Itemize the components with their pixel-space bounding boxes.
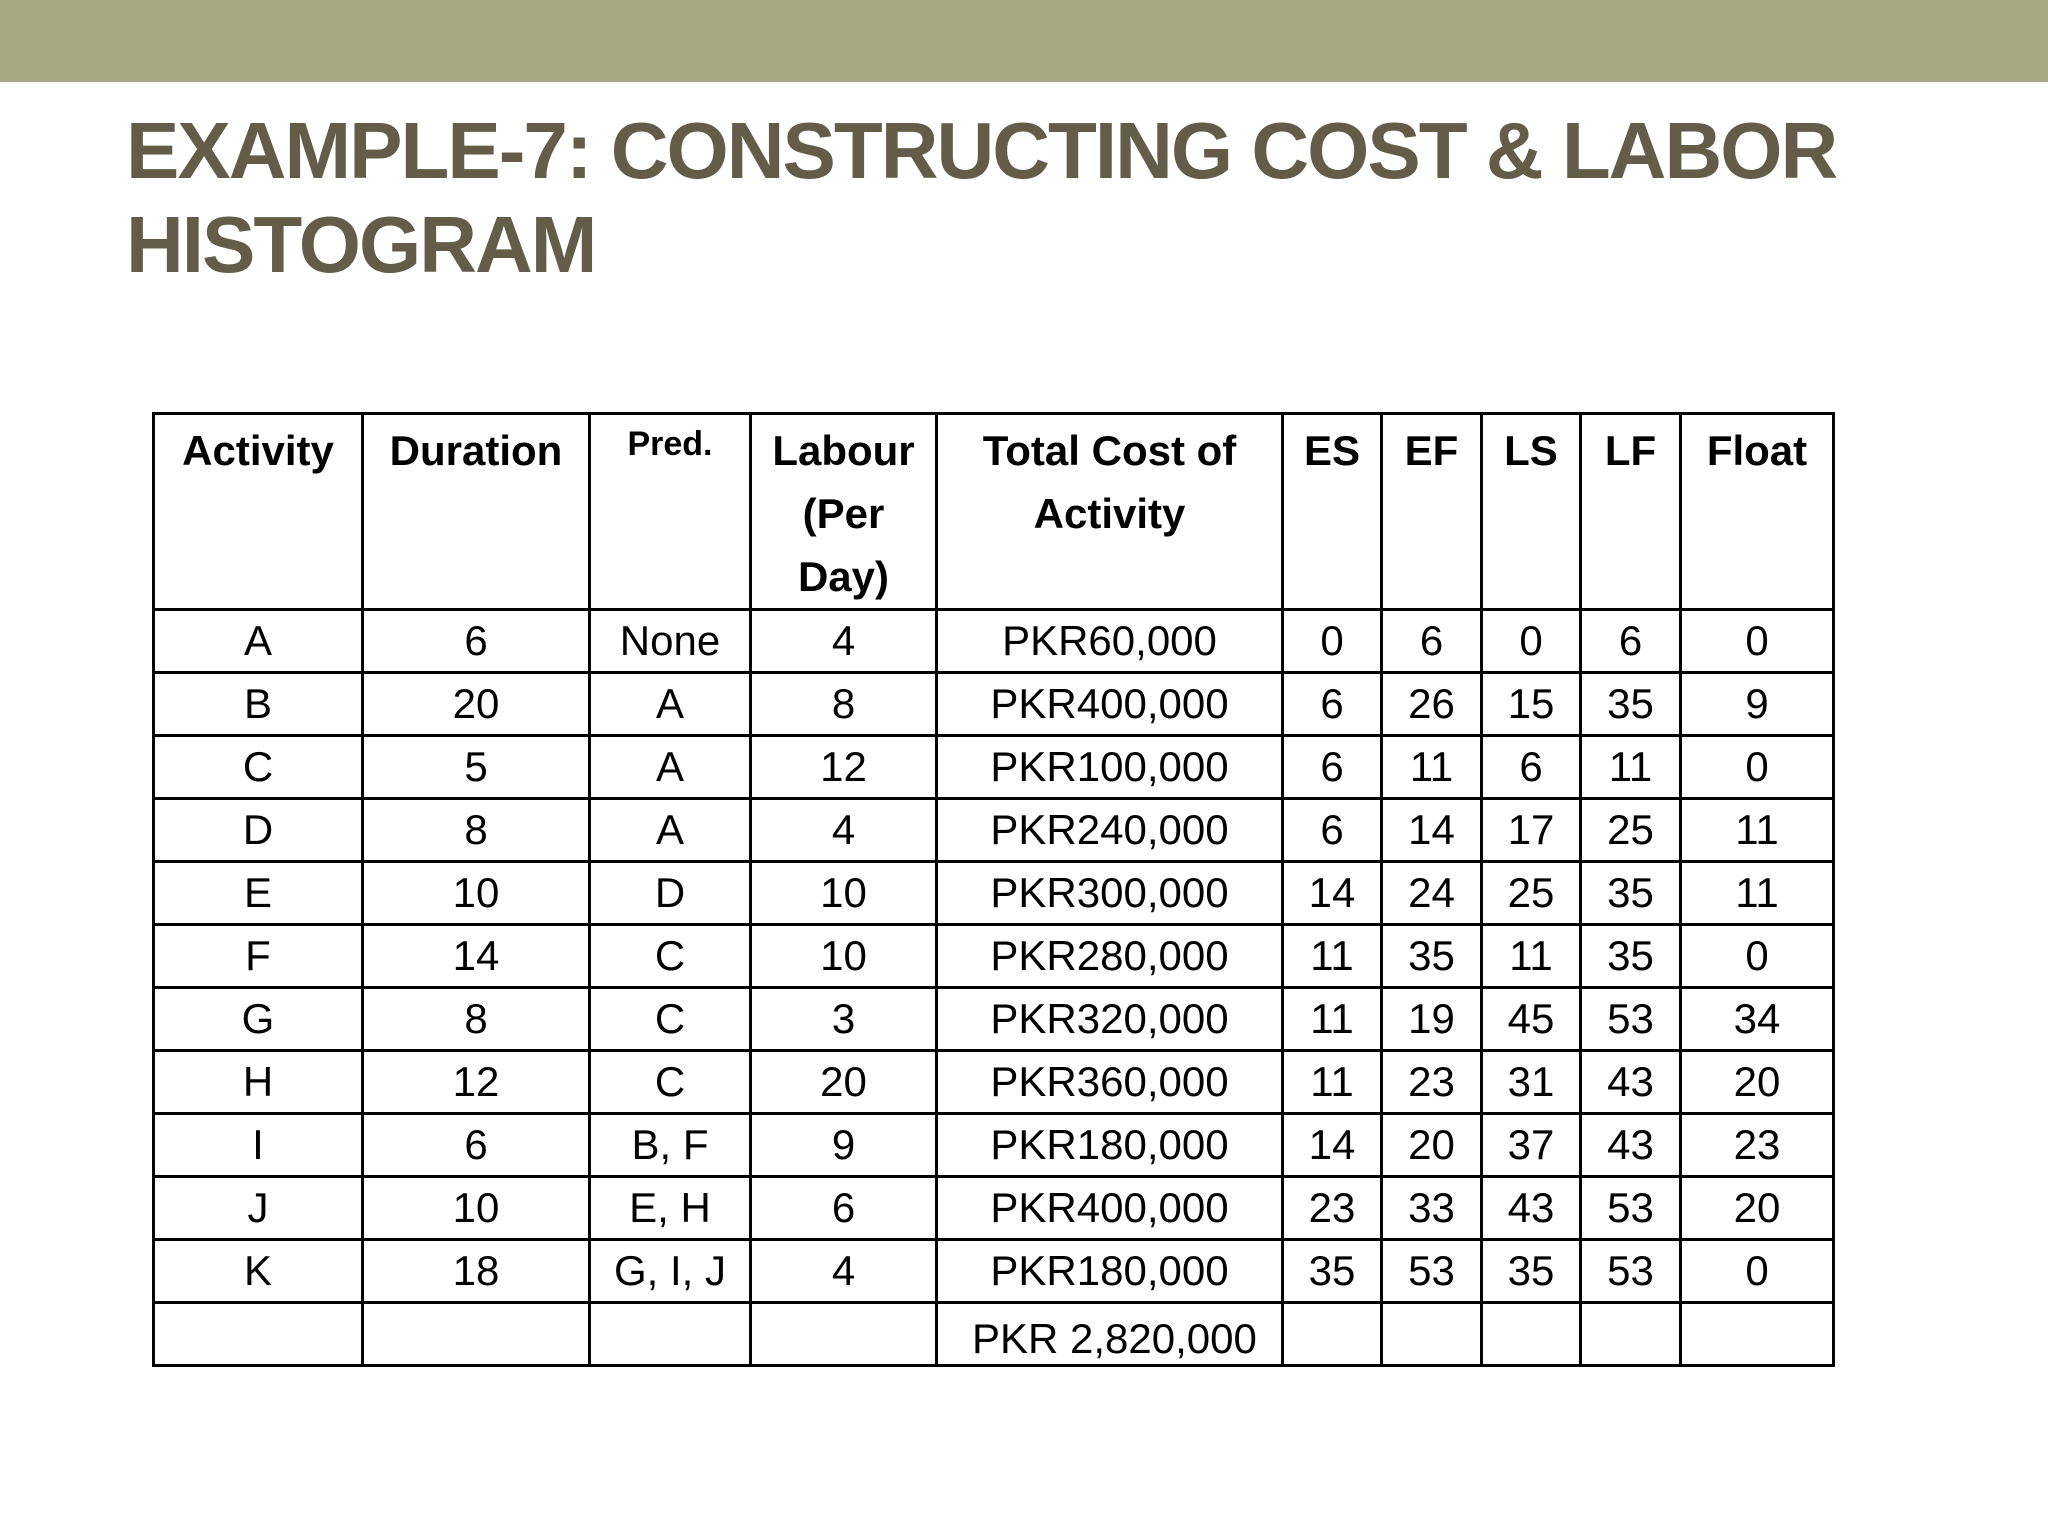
column-header-ls: LS (1482, 414, 1581, 610)
total-empty-cell (154, 1303, 363, 1366)
cell-duration: 12 (363, 1051, 590, 1114)
cell-total-cost: PKR60,000 (937, 610, 1283, 673)
top-accent-band (0, 0, 2048, 82)
cell-total-cost: PKR400,000 (937, 673, 1283, 736)
cell-duration: 10 (363, 862, 590, 925)
cell-labour: 4 (751, 610, 937, 673)
cell-es: 23 (1283, 1177, 1382, 1240)
table-row (154, 610, 1834, 673)
table-row (154, 925, 1834, 988)
column-header-total-cost: Total Cost of Activity (937, 414, 1283, 610)
cell-pred: B, F (590, 1114, 751, 1177)
cell-ls: 17 (1482, 799, 1581, 862)
cell-ls: 0 (1482, 610, 1581, 673)
cell-lf: 25 (1581, 799, 1681, 862)
column-header-activity: Activity (154, 414, 363, 610)
column-header-es: ES (1283, 414, 1382, 610)
cell-pred: E, H (590, 1177, 751, 1240)
slide-title: EXAMPLE-7: CONSTRUCTING COST & LABOR HISTOGRAM (126, 106, 1837, 289)
cell-ef: 33 (1382, 1177, 1482, 1240)
cell-pred: A (590, 673, 751, 736)
cell-ef: 23 (1382, 1051, 1482, 1114)
cell-pred: C (590, 1051, 751, 1114)
cell-activity: I (154, 1114, 363, 1177)
cell-ls: 43 (1482, 1177, 1581, 1240)
cell-es: 6 (1283, 673, 1382, 736)
column-header-pred: Pred. (590, 414, 751, 610)
table-row (154, 1177, 1834, 1240)
cell-pred: C (590, 925, 751, 988)
cell-ef: 24 (1382, 862, 1482, 925)
cell-float: 0 (1681, 736, 1834, 799)
cell-pred: D (590, 862, 751, 925)
cell-labour: 20 (751, 1051, 937, 1114)
cell-ef: 20 (1382, 1114, 1482, 1177)
cell-activity: B (154, 673, 363, 736)
cell-total-cost: PKR300,000 (937, 862, 1283, 925)
column-header-float: Float (1681, 414, 1834, 610)
cell-pred: A (590, 799, 751, 862)
cell-duration: 8 (363, 988, 590, 1051)
cell-es: 14 (1283, 1114, 1382, 1177)
total-empty-cell (751, 1303, 937, 1366)
total-empty-cell (1382, 1303, 1482, 1366)
total-empty-cell (590, 1303, 751, 1366)
cell-ef: 14 (1382, 799, 1482, 862)
column-header-lf: LF (1581, 414, 1681, 610)
cell-float: 0 (1681, 1240, 1834, 1303)
cell-float: 23 (1681, 1114, 1834, 1177)
cell-ls: 45 (1482, 988, 1581, 1051)
cell-duration: 10 (363, 1177, 590, 1240)
cell-labour: 10 (751, 862, 937, 925)
cell-labour: 9 (751, 1114, 937, 1177)
cell-activity: C (154, 736, 363, 799)
cell-total-cost: PKR280,000 (937, 925, 1283, 988)
cell-total-cost: PKR240,000 (937, 799, 1283, 862)
cell-total-cost: PKR180,000 (937, 1240, 1283, 1303)
total-cost-cell: PKR 2,820,000 (937, 1303, 1283, 1366)
cell-float: 34 (1681, 988, 1834, 1051)
cell-float: 0 (1681, 610, 1834, 673)
cell-pred: C (590, 988, 751, 1051)
table-row (154, 1240, 1834, 1303)
cell-ls: 37 (1482, 1114, 1581, 1177)
cell-lf: 53 (1581, 1177, 1681, 1240)
cell-lf: 53 (1581, 1240, 1681, 1303)
table-row (154, 673, 1834, 736)
table-row (154, 1051, 1834, 1114)
cell-total-cost: PKR180,000 (937, 1114, 1283, 1177)
table-row (154, 988, 1834, 1051)
cell-duration: 14 (363, 925, 590, 988)
table-header-row (154, 414, 1834, 610)
cell-ef: 6 (1382, 610, 1482, 673)
cell-ls: 6 (1482, 736, 1581, 799)
cell-float: 9 (1681, 673, 1834, 736)
cell-es: 14 (1283, 862, 1382, 925)
cell-activity: G (154, 988, 363, 1051)
cell-lf: 35 (1581, 673, 1681, 736)
cell-lf: 53 (1581, 988, 1681, 1051)
column-header-duration: Duration (363, 414, 590, 610)
cell-duration: 8 (363, 799, 590, 862)
cell-labour: 4 (751, 1240, 937, 1303)
cell-total-cost: PKR100,000 (937, 736, 1283, 799)
cell-activity: H (154, 1051, 363, 1114)
cell-ls: 31 (1482, 1051, 1581, 1114)
cell-duration: 6 (363, 610, 590, 673)
cell-total-cost: PKR360,000 (937, 1051, 1283, 1114)
total-empty-cell (1681, 1303, 1834, 1366)
cell-total-cost: PKR400,000 (937, 1177, 1283, 1240)
cell-ls: 11 (1482, 925, 1581, 988)
cell-duration: 5 (363, 736, 590, 799)
cell-pred: None (590, 610, 751, 673)
cell-es: 6 (1283, 736, 1382, 799)
cell-lf: 6 (1581, 610, 1681, 673)
cell-es: 35 (1283, 1240, 1382, 1303)
activity-schedule-table (152, 412, 1835, 1367)
cell-float: 20 (1681, 1051, 1834, 1114)
cell-es: 0 (1283, 610, 1382, 673)
cell-es: 11 (1283, 925, 1382, 988)
cell-ef: 19 (1382, 988, 1482, 1051)
cell-ls: 35 (1482, 1240, 1581, 1303)
column-header-ef: EF (1382, 414, 1482, 610)
total-empty-cell (1581, 1303, 1681, 1366)
cell-lf: 11 (1581, 736, 1681, 799)
cell-float: 11 (1681, 799, 1834, 862)
cell-activity: K (154, 1240, 363, 1303)
cell-lf: 35 (1581, 925, 1681, 988)
total-empty-cell (1283, 1303, 1382, 1366)
table-row (154, 862, 1834, 925)
cell-activity: F (154, 925, 363, 988)
column-header-labour: Labour (Per Day) (751, 414, 937, 610)
cell-labour: 12 (751, 736, 937, 799)
cell-es: 11 (1283, 988, 1382, 1051)
table-row (154, 1114, 1834, 1177)
cell-ls: 25 (1482, 862, 1581, 925)
table-body (154, 610, 1834, 1303)
cell-labour: 6 (751, 1177, 937, 1240)
cell-ef: 35 (1382, 925, 1482, 988)
cell-ef: 26 (1382, 673, 1482, 736)
cell-labour: 4 (751, 799, 937, 862)
cell-activity: J (154, 1177, 363, 1240)
cell-duration: 6 (363, 1114, 590, 1177)
total-empty-cell (1482, 1303, 1581, 1366)
cell-activity: D (154, 799, 363, 862)
table-row (154, 799, 1834, 862)
cell-ef: 11 (1382, 736, 1482, 799)
cell-activity: A (154, 610, 363, 673)
cell-float: 0 (1681, 925, 1834, 988)
cell-es: 11 (1283, 1051, 1382, 1114)
cell-float: 11 (1681, 862, 1834, 925)
cell-ef: 53 (1382, 1240, 1482, 1303)
table-total-row (154, 1303, 1834, 1366)
cell-es: 6 (1283, 799, 1382, 862)
cell-labour: 10 (751, 925, 937, 988)
cell-activity: E (154, 862, 363, 925)
table-row (154, 736, 1834, 799)
cell-total-cost: PKR320,000 (937, 988, 1283, 1051)
cell-duration: 18 (363, 1240, 590, 1303)
cell-labour: 3 (751, 988, 937, 1051)
total-empty-cell (363, 1303, 590, 1366)
cell-lf: 43 (1581, 1114, 1681, 1177)
cell-lf: 43 (1581, 1051, 1681, 1114)
cell-ls: 15 (1482, 673, 1581, 736)
cell-labour: 8 (751, 673, 937, 736)
cell-duration: 20 (363, 673, 590, 736)
cell-lf: 35 (1581, 862, 1681, 925)
cell-pred: A (590, 736, 751, 799)
cell-float: 20 (1681, 1177, 1834, 1240)
cell-pred: G, I, J (590, 1240, 751, 1303)
